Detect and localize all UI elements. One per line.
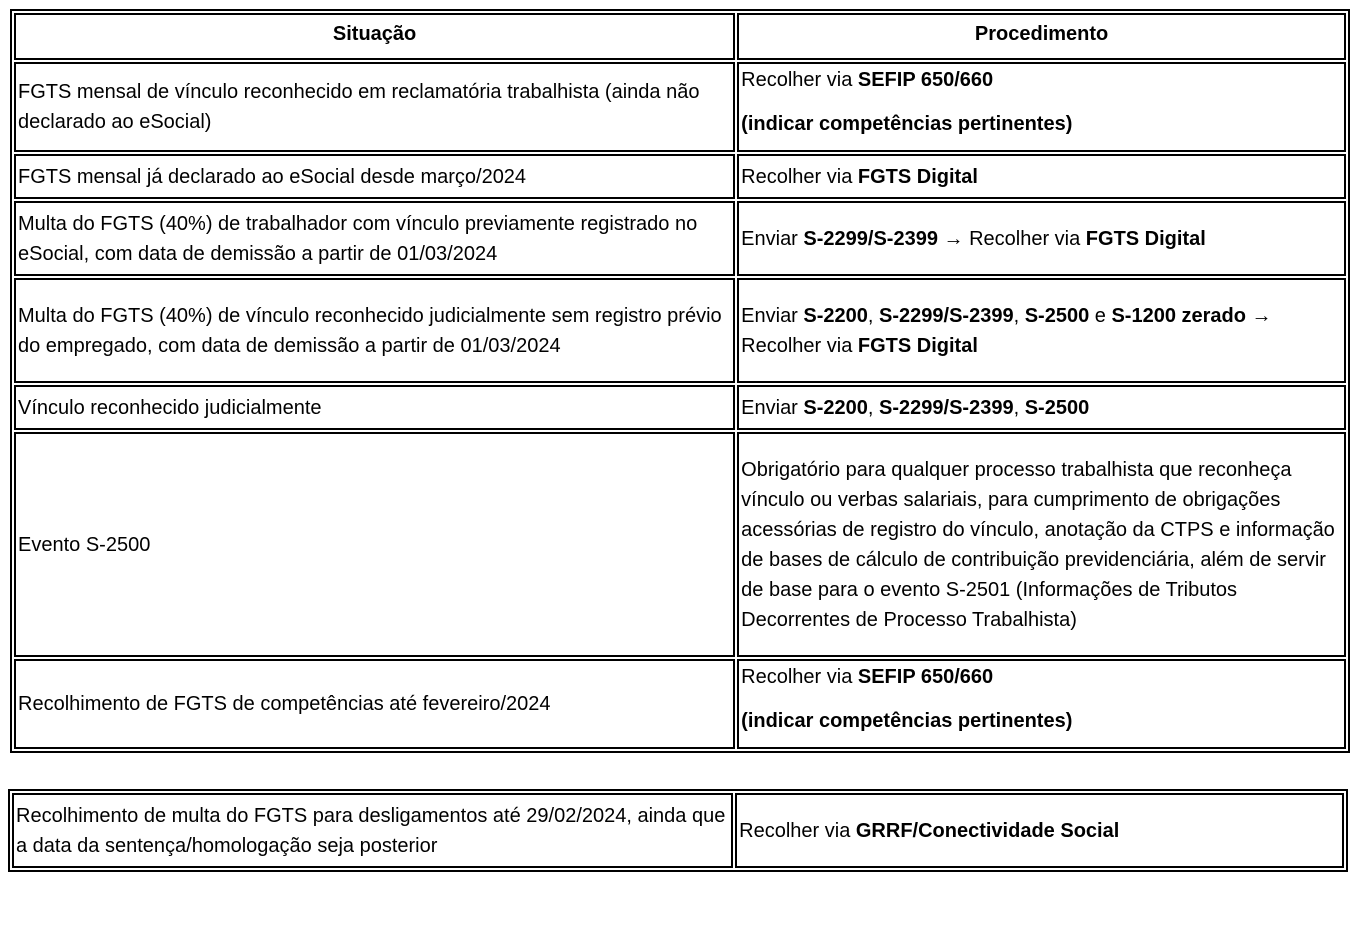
procedimento-cell: Recolher via SEFIP 650/660 (indicar competências pertinentes) [737,62,1346,152]
table-row [12,793,1344,868]
table-header-row [14,13,1346,60]
table-row [14,201,1346,276]
procedimento-cell: Enviar S-2299/S-2399 → Recolher via FGTS Digital [737,201,1346,276]
table-row [14,659,1346,749]
procedimento-cell: Recolher via FGTS Digital [737,154,1346,199]
fgts-procedures-table [10,9,1350,753]
situacao-cell: FGTS mensal de vínculo reconhecido em reclamatória trabalhista (ainda não declarado ao eSocial) [14,62,735,152]
situacao-cell: Recolhimento de multa do FGTS para desligamentos até 29/02/2024, ainda que a data da sentença/homologação seja posterior [12,793,733,868]
fgts-procedures-table-continuation [8,789,1348,872]
situacao-cell: Multa do FGTS (40%) de vínculo reconhecido judicialmente sem registro prévio do empregado, com data de demissão a partir de 01/03/2024 [14,278,735,383]
situacao-cell: Vínculo reconhecido judicialmente [14,385,735,430]
procedimento-cell: Enviar S-2200, S-2299/S-2399, S-2500 [737,385,1346,430]
situacao-cell: FGTS mensal já declarado ao eSocial desde março/2024 [14,154,735,199]
procedimento-cell: Recolher via SEFIP 650/660 (indicar competências pertinentes) [737,659,1346,749]
procedimento-cell: Recolher via GRRF/Conectividade Social [735,793,1344,868]
procedimento-cell: Enviar S-2200, S-2299/S-2399, S-2500 e S-1200 zerado → Recolher via FGTS Digital [737,278,1346,383]
table-row [14,278,1346,383]
procedimento-cell: Obrigatório para qualquer processo trabalhista que reconheça vínculo ou verbas salariais, para cumprimento de obrigações acessórias de registro do vínculo, anotação da CTPS e informação de bases de cálculo de contribuição previdenciária, além de servir de base para o evento S-2501 (Informações de Tributos Decorrentes de Processo Trabalhista) [737,432,1346,657]
table-row [14,154,1346,199]
situacao-cell: Evento S-2500 [14,432,735,657]
table-row [14,385,1346,430]
header-situacao: Situação [14,13,735,60]
table-row [14,432,1346,657]
situacao-cell: Multa do FGTS (40%) de trabalhador com vínculo previamente registrado no eSocial, com data de demissão a partir de 01/03/2024 [14,201,735,276]
situacao-cell: Recolhimento de FGTS de competências até fevereiro/2024 [14,659,735,749]
header-procedimento: Procedimento [737,13,1346,60]
table-row [14,62,1346,152]
